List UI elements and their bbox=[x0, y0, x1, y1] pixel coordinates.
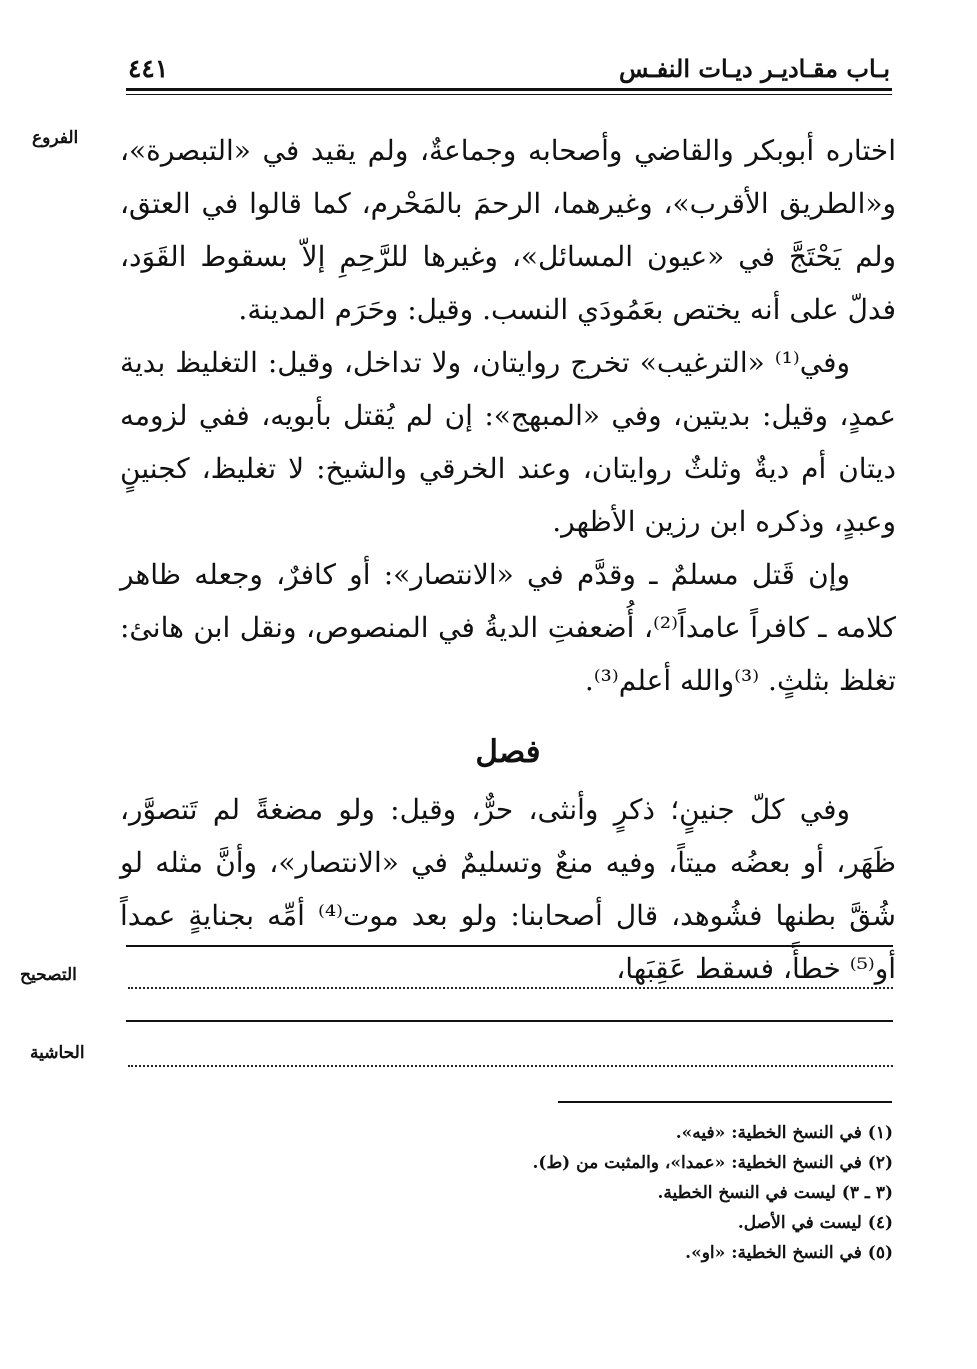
header-rule-thin bbox=[126, 94, 892, 95]
footnote-3: (٣ ـ ٣) ليست في النسخ الخطية. bbox=[657, 1183, 893, 1203]
footnotes bbox=[293, 1118, 893, 1268]
footnote-separator bbox=[558, 1101, 892, 1103]
margin-label-hashiya: الحاشية bbox=[30, 1043, 85, 1063]
footnote-1: (١) في النسخ الخطية: «فيه». bbox=[675, 1123, 893, 1143]
hashiya-dotted-line bbox=[128, 1065, 893, 1067]
section-heading: فصل bbox=[475, 734, 541, 770]
margin-label-tashih: التصحيح bbox=[20, 965, 77, 985]
footnote-5: (٥) في النسخ الخطية: «او». bbox=[685, 1243, 893, 1263]
paragraph-1: اختاره أبوبكر والقاضي وأصحابه وجماعةٌ، ولم يقيد في «التبصرة»، و«الطريق الأقرب»، وغيرهما، الرحمَ بالمَحْرم، كما قالوا في العتق، ولم يَحْتَجَّ في «عيون المسائل»، وغيرها للرَّحِمِ إلاّ بسقوط القَوَد، فدلّ على أنه يختص بعَمُودَي النسب. وقيل: وحَرَم المدينة. bbox=[120, 134, 896, 326]
header-rule-thick bbox=[126, 88, 892, 91]
paragraph-4: وفي كلّ جنينٍ؛ ذكرٍ وأنثى، حرٌّ، وقيل: ولو مضغةً لم تَتصوَّر، ظَهَر، أو بعضُه ميتاً، وفيه منعٌ وتسليمٌ في «الانتصار»، وأنَّ مثله لو شُقَّ بطنها فشُوهد، قال أصحابنا: ولو بعد موت⁽⁴⁾ أمِّه بجنايةٍ عمداً أو⁽⁵⁾ خطأً، فسقط عَقِبَها، bbox=[120, 793, 897, 985]
page-number: ٤٤١ bbox=[128, 54, 169, 83]
footnote-4: (٤) ليست في الأصل. bbox=[737, 1213, 893, 1233]
body-bottom-rule bbox=[126, 945, 893, 947]
footnote-2: (٢) في النسخ الخطية: «عمدا»، والمثبت من (ط). bbox=[532, 1153, 893, 1173]
tashih-dotted-line bbox=[128, 987, 893, 989]
running-header-title: بـاب مقـاديـر ديـات النفـس bbox=[619, 54, 890, 83]
paragraph-2: وفي⁽¹⁾ «الترغيب» تخرج روايتان، ولا تداخل، وقيل: التغليظ بدية عمدٍ، وقيل: بديتين، وفي «المبهج»: إن لم يُقتل بأبويه، ففي لزومه ديتان أم ديةٌ وثلثٌ روايتان، وعند الخرقي والشيخ: لا تغليظ، كجنينٍ وعبدٍ، وذكره ابن رزين الأظهر. bbox=[120, 346, 896, 538]
middle-rule bbox=[126, 1020, 893, 1022]
margin-label-furu: الفروع bbox=[32, 128, 79, 148]
paragraph-3: وإن قَتل مسلمٌ ـ وقدَّم في «الانتصار»: أو كافرٌ، وجعله ظاهر كلامه ـ كافراً عامداً⁽²⁾، أُضعفتِ الديةُ في المنصوص، ونقل ابن هانئ: تغلظ بثلثٍ. ⁽³⁾والله أعلم⁽³⁾. bbox=[120, 558, 896, 697]
main-text bbox=[120, 124, 896, 995]
